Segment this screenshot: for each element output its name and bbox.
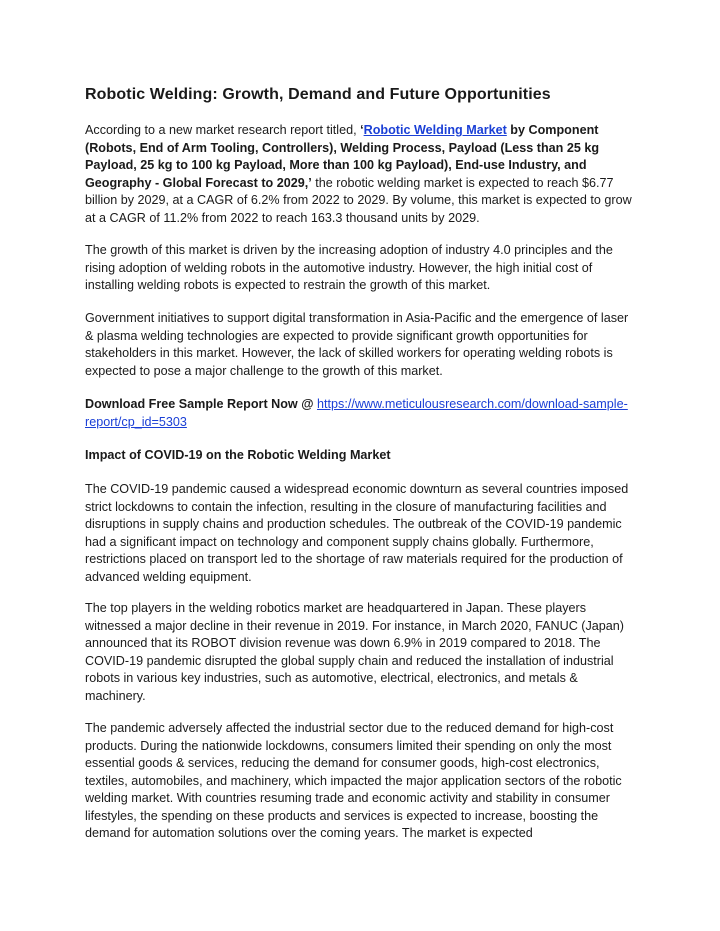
report-title-link[interactable]: Robotic Welding Market: [363, 123, 507, 137]
covid-text: The COVID-19 pandemic caused a widespread economic downturn as several countries imposed strict lockdowns to contain the infection, resulting in the closure of manufacturing facilities and disruptions in supply chains and production schedules. The outbreak of the COVID-19 pandemic had a significant impact on technology and component supply chains globally. Furthermore, restrictions placed on transport led to the shortage of raw materials required for the production of advanced welding equipment.: [85, 482, 629, 584]
opportunities-text: Government initiatives to support digital transformation in Asia-Pacific and the emergence of laser & plasma welding technologies are expected to provide significant growth opportunities for stakeholders in this market. However, the lack of skilled workers for operating welding robots is expected to pose a major challenge to the growth of this market.: [85, 311, 629, 378]
pandemic-paragraph: [85, 720, 637, 843]
quote-open: ‘: [360, 123, 364, 137]
intro-paragraph: [85, 122, 637, 227]
covid-heading: Impact of COVID-19 on the Robotic Welding Market: [85, 448, 391, 462]
intro-before: According to a new market research report titled,: [85, 123, 361, 137]
growth-paragraph: [85, 242, 637, 295]
opportunities-paragraph: [85, 310, 637, 380]
download-sample-link[interactable]: https://www.meticulousresearch.com/download-sample-report/cp_id=5303: [85, 397, 628, 429]
intro-after: the robotic welding market is expected to reach $6.77 billion by 2029, at a CAGR of 6.2% from 2022 to 2029. By volume, this market is expected to grow at a CAGR of 11.2% from 2022 to reach 163.3 thousand units by 2029.: [85, 175, 632, 225]
download-paragraph: [85, 396, 637, 431]
covid-paragraph: [85, 481, 637, 586]
report-title-rest: by Component (Robots, End of Arm Tooling, Controllers), Welding Process, Payload (Less than 25 kg Payload, 25 kg to 100 kg Payload, More than 100 kg Payload), End-use Industry, and Geography - Global Forecast to 2029,’: [85, 123, 600, 190]
growth-text: The growth of this market is driven by the increasing adoption of industry 4.0 principles and the rising adoption of welding robots in the automotive industry. However, the high initial cost of installing welding robots is expected to restrain the growth of this market.: [85, 243, 613, 292]
pandemic-text: The pandemic adversely affected the industrial sector due to the reduced demand for high-cost products. During the nationwide lockdowns, consumers limited their spending on only the most essential goods & services, reducing the demand for consumer goods, high-cost electronics, textiles, automobiles, and machinery, which impacted the major application sectors of the robotic welding market. With countries resuming trade and economic activity and stability in consumer lifestyles, the spending on these products and services is expected to increase, boosting the demand for automation solutions over the coming years. The market is expected: [85, 721, 622, 840]
players-text: The top players in the welding robotics market are headquartered in Japan. These players witnessed a major decline in their revenue in 2019. For instance, in March 2020, FANUC (Japan) announced that its ROBOT division revenue was down 6.9% in 2019 compared to 2018. The COVID-19 pandemic disrupted the global supply chain and reduced the installation of industrial robots in various key industries, such as automotive, electrical, electronics, and metals & machinery.: [85, 601, 625, 703]
download-label: Download Free Sample Report Now @: [85, 397, 318, 411]
page-title: Robotic Welding: Growth, Demand and Future Opportunities: [85, 86, 551, 103]
players-paragraph: [85, 600, 637, 705]
